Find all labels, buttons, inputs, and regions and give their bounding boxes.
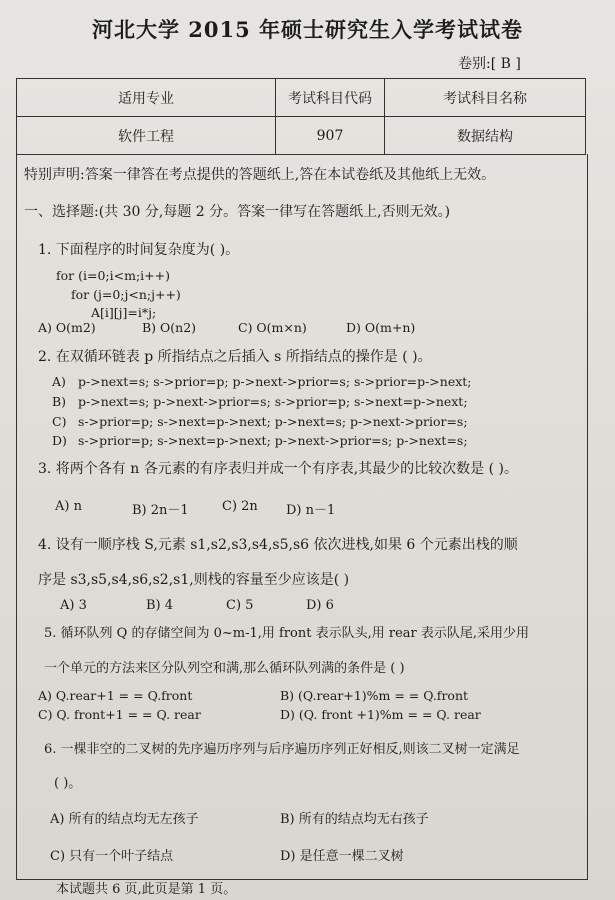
q5-option: D) (Q. front +1)%m = = Q. rear: [280, 707, 481, 722]
q1-stem: 1. 下面程序的时间复杂度为( )。: [38, 242, 240, 258]
q5-option: B) (Q.rear+1)%m = = Q.front: [280, 688, 469, 703]
header-cell-code: 考试科目代码: [276, 79, 385, 117]
q1-code-line: for (i=0;i<m;i++): [56, 268, 170, 283]
q6-stem: ( )。: [54, 776, 82, 791]
paper-type-label: 卷别:[ B ]: [458, 56, 521, 72]
page-footer: 本试题共 6 页,此页是第 1 页。: [56, 882, 237, 897]
q4-option: D) 6: [306, 598, 334, 613]
q1-option: D) O(m+n): [346, 320, 416, 335]
q4-option: A) 3: [60, 598, 87, 613]
value-cell-code: 907: [276, 117, 385, 155]
q2-option: C) s->prior=p; s->next=p->next; p->next=s; p->next->prior=s;: [52, 414, 468, 429]
q1-option: C) O(m×n): [238, 320, 307, 335]
q6-stem: 6. 一棵非空的二叉树的先序遍历序列与后序遍历序列正好相反,则该二叉树一定满足: [44, 742, 520, 757]
q6-option: C) 只有一个叶子结点: [50, 849, 174, 864]
q3-option: A) n: [55, 499, 82, 514]
q3-option: D) n－1: [286, 503, 336, 518]
q2-option: B) p->next=s; p->next->prior=s; s->prior=p; s->next=p->next;: [52, 394, 468, 409]
q2-stem: 2. 在双循环链表 p 所指结点之后插入 s 所指结点的操作是 ( )。: [38, 349, 432, 365]
q5-option: C) Q. front+1 = = Q. rear: [38, 707, 201, 722]
value-cell-subject: 数据结构: [385, 117, 586, 155]
special-notice: 特别声明:答案一律答在考点提供的答题纸上,答在本试卷纸及其他纸上无效。: [24, 167, 496, 183]
q6-option: D) 是任意一棵二叉树: [280, 849, 404, 864]
q2-option: D) s->prior=p; s->next=p->next; p->next->prior=s; p->next=s;: [52, 433, 468, 448]
q3-option: B) 2n－1: [132, 503, 189, 518]
q4-stem: 4. 设有一顺序栈 S,元素 s1,s2,s3,s4,s5,s6 依次进栈,如果 6 个元素出栈的顺: [38, 537, 518, 553]
q1-code-line: A[i][j]=i*j;: [91, 305, 157, 320]
q6-option: B) 所有的结点均无右孩子: [280, 812, 429, 827]
q1-code-line: for (j=0;j<n;j++): [71, 287, 181, 302]
q5-option: A) Q.rear+1 = = Q.front: [38, 688, 193, 703]
header-cell-subject: 考试科目名称: [385, 79, 586, 117]
section-title: 一、选择题:(共 30 分,每题 2 分。答案一律写在答题纸上,否则无效。): [24, 204, 451, 220]
table-header-row: [17, 79, 586, 117]
q5-stem: 一个单元的方法来区分队列空和满,那么循环队列满的条件是 ( ): [44, 661, 405, 676]
q2-option: A) p->next=s; s->prior=p; p->next->prior=s; s->prior=p->next;: [52, 374, 472, 389]
q4-option: B) 4: [146, 598, 174, 613]
header-cell-major: 适用专业: [17, 79, 276, 117]
q1-option: A) O(m2): [38, 320, 96, 335]
q6-option: A) 所有的结点均无左孩子: [50, 812, 199, 827]
table-value-row: [17, 117, 586, 155]
q1-option: B) O(n2): [142, 320, 197, 335]
q3-option: C) 2n: [222, 499, 258, 514]
value-cell-major: 软件工程: [17, 117, 276, 155]
exam-title: 河北大学 2015 年硕士研究生入学考试试卷: [91, 17, 524, 42]
q4-stem: 序是 s3,s5,s4,s6,s2,s1,则栈的容量至少应该是( ): [38, 572, 350, 588]
q3-stem: 3. 将两个各有 n 各元素的有序表归并成一个有序表,其最少的比较次数是 ( )。: [38, 461, 518, 477]
q4-option: C) 5: [226, 598, 254, 613]
q5-stem: 5. 循环队列 Q 的存储空间为 0~m-1,用 front 表示队头,用 rear 表示队尾,采用少用: [44, 626, 529, 641]
exam-info-table: [16, 78, 586, 155]
